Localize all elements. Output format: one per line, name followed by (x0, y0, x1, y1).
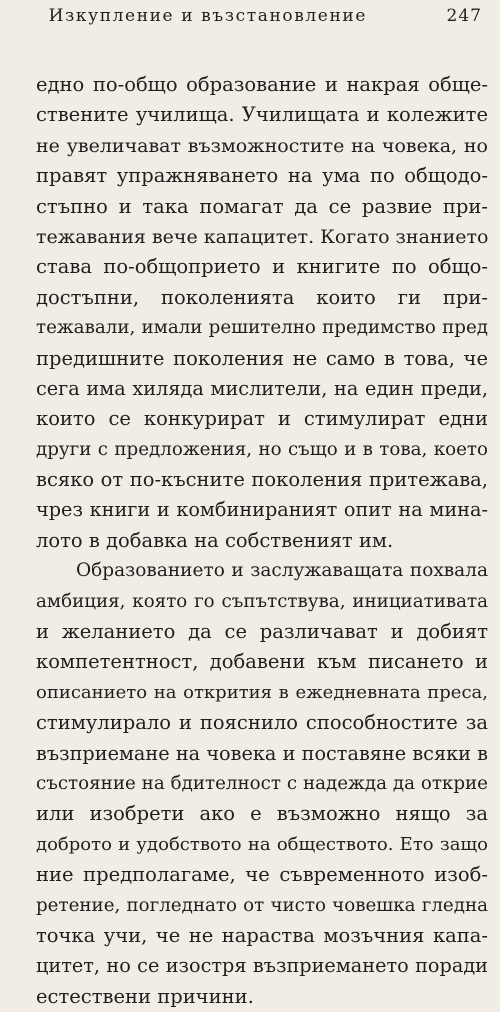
text-line: едно по-общо образование и накрая обще- (36, 73, 488, 96)
text-line: други с предложения, но също и в това, което (36, 438, 488, 460)
text-line: точка учи, че не нараства мозъчния капа- (36, 923, 488, 947)
page-number: 247 (446, 6, 482, 26)
text-line: състояние на бдителност с надежда да открие (36, 772, 488, 794)
text-line: описанието на открития в ежедневната преса, (36, 681, 488, 703)
text-line: които се конкурират и стимулират едни (36, 407, 488, 431)
text-line: стимулирало и пояснило способностите за (36, 711, 488, 735)
text-line: правят упражняването на ума по общодо- (36, 164, 488, 188)
text-line: възприемане на човека и поставяне всяки в (36, 741, 488, 765)
text-line: става по-общоприето и книгите по общо- (36, 255, 488, 279)
text-line: чрез книги и комбинираният опит на мина- (36, 498, 488, 522)
text-line: тежавали, имали решително предимство пред (36, 317, 488, 339)
text-line: или изобрети ако е възможно нящо за (36, 802, 488, 826)
text-line: предишните поколения не само в това, че (36, 346, 488, 370)
running-title: Изкупление и възстановление (48, 6, 367, 26)
text-line: ствените училища. Училищата и колежите (36, 103, 488, 127)
text-line: Образованието и заслужаващата похвала (76, 560, 488, 582)
text-line: достъпни, поколенията които ги при- (36, 285, 488, 309)
text-line: стъпно и така помагат да се развие при- (36, 194, 488, 218)
text-line: амбиция, която го съпътствува, инициативата (36, 590, 488, 612)
text-line: и желанието да се различават и добият (36, 620, 488, 644)
running-head (0, 6, 500, 30)
text-line: лото в добавка на собственият им. (36, 528, 394, 552)
text-line: не увеличават възможностите на човека, но (36, 134, 488, 157)
text-line: ние предполагаме, че съвременното изоб- (36, 863, 488, 887)
text-line: сега има хиляда мислители, на един преди, (36, 376, 488, 400)
text-line: цитет, но се изостря възприемането поради (36, 954, 488, 978)
text-line: доброто и удобството на обществото. Ето защо (36, 833, 488, 855)
text-line: естествени причини. (36, 984, 254, 1008)
text-line: компетентност, добавени към писането и (36, 650, 488, 674)
text-line: всяко от по-късните поколения притежава, (36, 468, 488, 492)
body-text (36, 70, 488, 1012)
text-line: тежавания вече капацитет. Когато знанието (36, 225, 489, 248)
text-line: ретение, погледнато от чисто човешка гледна (36, 894, 488, 916)
